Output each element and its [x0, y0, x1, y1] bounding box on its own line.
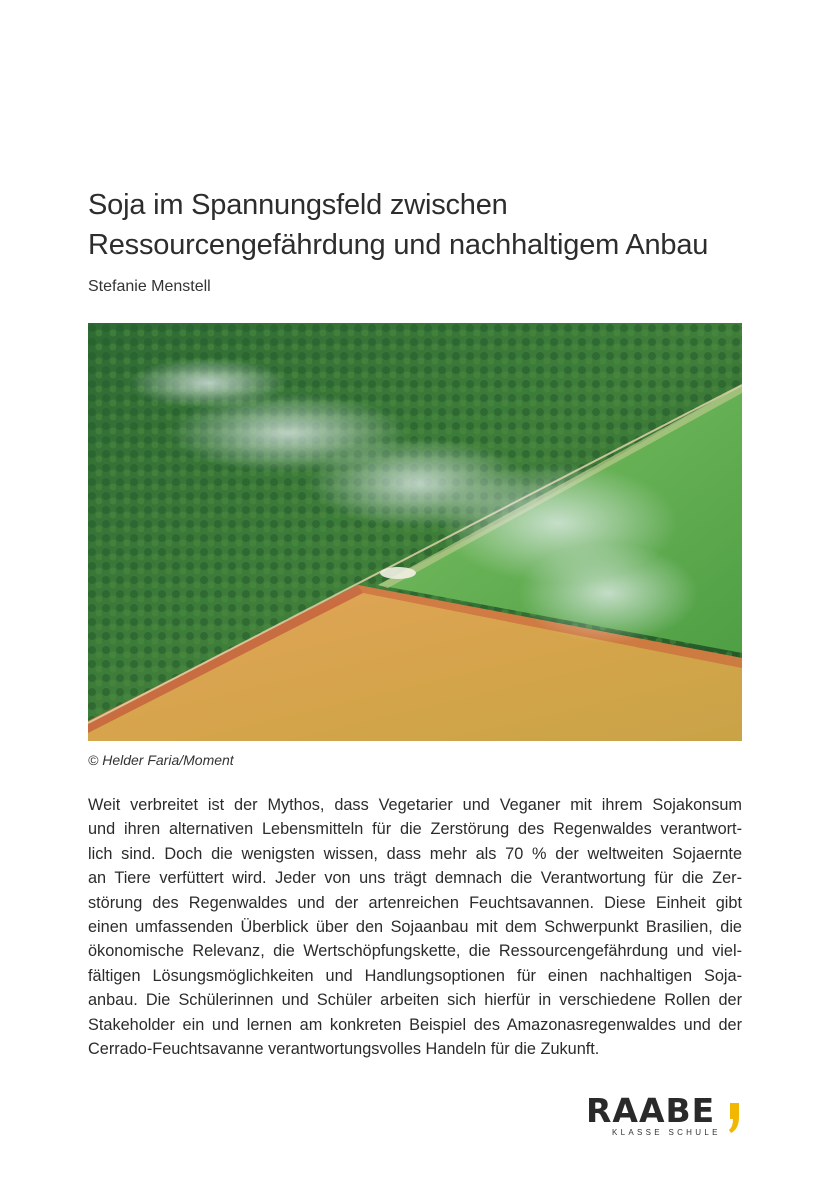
intro-paragraph	[88, 793, 742, 1061]
body-line: Cerrado-Feuchtsavanne verantwortungsvolles Handeln für die Zukunft.	[88, 1040, 600, 1059]
raabe-logo	[586, 1093, 746, 1141]
body-line: und ihren alternativen Lebensmitteln für die Zerstörung des Regenwaldes verantwort-	[88, 820, 742, 839]
body-line: anbau. Die Schülerinnen und Schüler arbeiten sich hierfür in verschiedene Rollen der	[88, 991, 742, 1010]
body-line: ökonomische Relevanz, die Wertschöpfungskette, die Ressourcengefährdung und viel-	[88, 942, 742, 961]
document-title	[88, 185, 768, 265]
photo-credit: © Helder Faria/Moment	[88, 752, 234, 768]
author-name: Stefanie Menstell	[88, 278, 211, 295]
body-line: störung des Regenwaldes und der artenreichen Feuchtsavannen. Diese Einheit gibt	[88, 893, 742, 912]
body-line: Stakeholder ein und lernen am konkreten Beispiel des Amazonasregenwaldes und der	[88, 1015, 742, 1034]
body-line: an Tiere verfüttert wird. Jeder von uns trägt demnach die Verantwortung für die Zer-	[88, 869, 742, 888]
title-line-1: Soja im Spannungsfeld zwischen	[88, 189, 508, 222]
body-line: einen umfassenden Überblick über den Sojaanbau mit dem Schwerpunkt Brasilien, die	[88, 918, 742, 937]
logo-comma-icon	[728, 1103, 740, 1133]
body-line: Weit verbreitet ist der Mythos, dass Vegetarier und Veganer mit ihrem Sojakonsum	[88, 796, 742, 814]
logo-wordmark: RAABE	[586, 1091, 716, 1130]
aerial-photo	[88, 323, 742, 741]
title-line-2: Ressourcengefährdung und nachhaltigem Anbau	[88, 229, 709, 262]
body-line: fältigen Lösungsmöglichkeiten und Handlungsoptionen für einen nachhaltigen Soja-	[88, 966, 742, 985]
logo-tagline: KLASSE SCHULE	[612, 1128, 721, 1137]
body-line: lich sind. Doch die wenigsten wissen, dass mehr als 70 % der weltweiten Sojaernte	[88, 844, 742, 863]
